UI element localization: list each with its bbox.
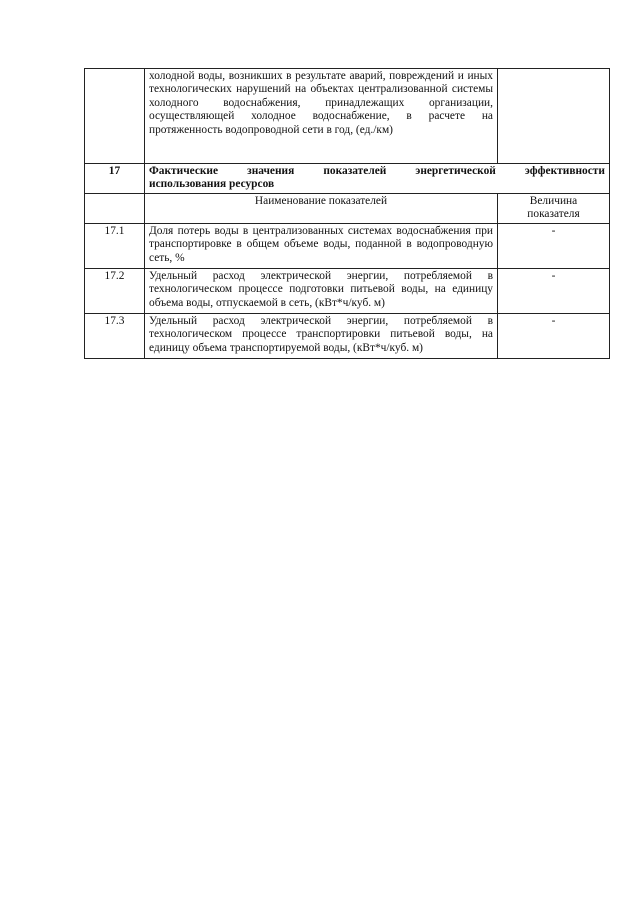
section-title-word: эффективности: [524, 165, 605, 177]
row-value: -: [498, 313, 610, 358]
header-name: Наименование показателей: [145, 194, 498, 224]
row-text: Удельный расход электрической энергии, потребляемой в технологическом процессе подготовки питьевой воды, на единицу объема воды, отпускаемой в сеть, (кВт*ч/куб. м): [145, 268, 498, 313]
section-row: [85, 164, 610, 194]
header-value-line1: Величина: [529, 195, 578, 207]
row-value: -: [498, 223, 610, 268]
header-num-cell: [85, 194, 145, 224]
section-title-word: показателей: [323, 165, 387, 177]
continuation-num-cell: [85, 69, 145, 164]
table-row: [85, 223, 610, 268]
row-number: 17.1: [85, 223, 145, 268]
continuation-text: холодной воды, возникших в результате аварий, повреждений и иных технологических нарушений на объектах централизованной системы холодного водоснабжения, принадлежащих организации, осуществляющей холодное водоснабжение, в расчете на протяженность водопроводной сети в год, (ед./км): [145, 69, 498, 164]
header-value-line2: показателя: [527, 208, 580, 221]
continuation-row: [85, 69, 610, 164]
section-title-word: энергетической: [415, 165, 496, 177]
section-title-word: значения: [247, 165, 295, 177]
row-text: Удельный расход электрической энергии, потребляемой в технологическом процессе транспортировки питьевой воды, на единицу объема транспортируемой воды, (кВт*ч/куб. м): [145, 313, 498, 358]
section-number: 17: [85, 164, 145, 194]
section-title: [145, 164, 610, 194]
row-text: Доля потерь воды в централизованных системах водоснабжения при транспортировке в общем объеме воды, поданной в водопроводную сеть, %: [145, 223, 498, 268]
section-title-line2: использования ресурсов: [149, 178, 275, 191]
row-value: -: [498, 268, 610, 313]
table-row: [85, 313, 610, 358]
table-row: [85, 268, 610, 313]
row-number: 17.3: [85, 313, 145, 358]
indicators-table: [84, 68, 610, 359]
continuation-value-cell: [498, 69, 610, 164]
header-row: [85, 194, 610, 224]
row-number: 17.2: [85, 268, 145, 313]
section-title-word: Фактические: [149, 165, 219, 177]
header-value: [498, 194, 610, 224]
